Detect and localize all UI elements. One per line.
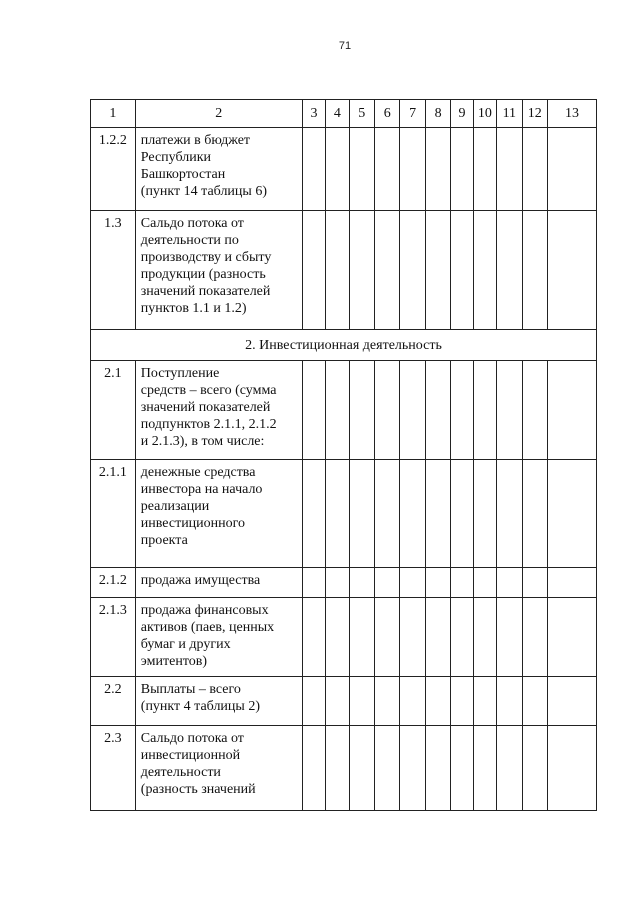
- empty-cell-col-9: [451, 677, 473, 726]
- header-cell-4: 4: [326, 100, 349, 128]
- header-cell-11: 11: [497, 100, 522, 128]
- description-line: продажа финансовых: [140, 603, 269, 618]
- row-description: [135, 460, 302, 568]
- table-row: [91, 211, 597, 330]
- empty-cell-col-3: [302, 460, 325, 568]
- description-line: инвестиционной: [140, 748, 241, 763]
- header-cell-10: 10: [473, 100, 496, 128]
- empty-cell-col-10: [473, 211, 496, 330]
- row-description: [135, 568, 302, 598]
- empty-cell-col-9: [451, 726, 473, 811]
- empty-cell-col-3: [302, 211, 325, 330]
- empty-cell-col-5: [349, 568, 374, 598]
- row-number: 1.2.2: [91, 128, 136, 211]
- empty-cell-col-5: [349, 211, 374, 330]
- empty-cell-col-10: [473, 361, 496, 460]
- empty-cell-col-6: [375, 211, 400, 330]
- empty-cell-col-13: [547, 568, 596, 598]
- empty-cell-col-9: [451, 568, 473, 598]
- header-cell-6: 6: [375, 100, 400, 128]
- empty-cell-col-13: [547, 598, 596, 677]
- empty-cell-col-7: [400, 211, 425, 330]
- empty-cell-col-7: [400, 677, 425, 726]
- empty-cell-col-7: [400, 460, 425, 568]
- empty-cell-col-13: [547, 211, 596, 330]
- empty-cell-col-3: [302, 726, 325, 811]
- description-line: продукции (разность: [140, 267, 266, 282]
- empty-cell-col-8: [425, 568, 450, 598]
- description-line: активов (паев, ценных: [140, 620, 275, 635]
- table-row: [91, 598, 597, 677]
- description-line: эмитентов): [140, 654, 208, 669]
- empty-cell-col-3: [302, 598, 325, 677]
- data-table: [90, 99, 597, 811]
- table-row: [91, 361, 597, 460]
- description-line: денежные средства: [140, 465, 256, 480]
- empty-cell-col-11: [497, 598, 522, 677]
- empty-cell-col-6: [375, 568, 400, 598]
- empty-cell-col-11: [497, 211, 522, 330]
- header-cell-2: 2: [135, 100, 302, 128]
- row-number: 2.1: [91, 361, 136, 460]
- empty-cell-col-10: [473, 677, 496, 726]
- empty-cell-col-7: [400, 128, 425, 211]
- description-line: производству и сбыту: [140, 250, 272, 265]
- empty-cell-col-11: [497, 361, 522, 460]
- header-cell-13: 13: [547, 100, 596, 128]
- row-number: 2.1.2: [91, 568, 136, 598]
- description-line: подпунктов 2.1.1, 2.1.2: [140, 417, 277, 432]
- empty-cell-col-10: [473, 568, 496, 598]
- empty-cell-col-3: [302, 361, 325, 460]
- table-row: [91, 128, 597, 211]
- header-cell-3: 3: [302, 100, 325, 128]
- row-description: [135, 361, 302, 460]
- empty-cell-col-7: [400, 361, 425, 460]
- empty-cell-col-6: [375, 598, 400, 677]
- row-description: [135, 128, 302, 211]
- description-line: Сальдо потока от: [140, 216, 244, 231]
- empty-cell-col-5: [349, 460, 374, 568]
- empty-cell-col-13: [547, 361, 596, 460]
- empty-cell-col-8: [425, 211, 450, 330]
- empty-cell-col-13: [547, 726, 596, 811]
- empty-cell-col-4: [326, 726, 349, 811]
- empty-cell-col-10: [473, 128, 496, 211]
- description-line: пунктов 1.1 и 1.2): [140, 301, 247, 316]
- empty-cell-col-8: [425, 361, 450, 460]
- empty-cell-col-9: [451, 128, 473, 211]
- empty-cell-col-12: [522, 677, 547, 726]
- table-header-row: [91, 100, 597, 128]
- empty-cell-col-12: [522, 211, 547, 330]
- empty-cell-col-5: [349, 128, 374, 211]
- empty-cell-col-12: [522, 726, 547, 811]
- empty-cell-col-11: [497, 460, 522, 568]
- empty-cell-col-4: [326, 361, 349, 460]
- empty-cell-col-13: [547, 460, 596, 568]
- description-line: значений показателей: [140, 284, 271, 299]
- empty-cell-col-12: [522, 460, 547, 568]
- empty-cell-col-7: [400, 726, 425, 811]
- empty-cell-col-3: [302, 128, 325, 211]
- empty-cell-col-9: [451, 598, 473, 677]
- description-line: (пункт 14 таблицы 6): [140, 184, 267, 199]
- table-row: [91, 460, 597, 568]
- empty-cell-col-8: [425, 726, 450, 811]
- empty-cell-col-10: [473, 726, 496, 811]
- row-description: [135, 211, 302, 330]
- empty-cell-col-4: [326, 211, 349, 330]
- header-cell-8: 8: [425, 100, 450, 128]
- description-line: деятельности по: [140, 233, 239, 248]
- description-line: Поступление: [140, 366, 220, 381]
- empty-cell-col-12: [522, 361, 547, 460]
- empty-cell-col-6: [375, 726, 400, 811]
- header-cell-1: 1: [91, 100, 136, 128]
- description-line: продажа имущества: [140, 573, 261, 588]
- row-number: 2.1.3: [91, 598, 136, 677]
- empty-cell-col-5: [349, 598, 374, 677]
- description-line: Башкортостан: [140, 167, 226, 182]
- empty-cell-col-10: [473, 598, 496, 677]
- empty-cell-col-13: [547, 677, 596, 726]
- description-line: Республики: [140, 150, 212, 165]
- row-number: 1.3: [91, 211, 136, 330]
- section-header-row: [91, 330, 597, 361]
- header-cell-5: 5: [349, 100, 374, 128]
- empty-cell-col-4: [326, 128, 349, 211]
- empty-cell-col-5: [349, 361, 374, 460]
- description-line: инвестора на начало: [140, 482, 263, 497]
- header-cell-7: 7: [400, 100, 425, 128]
- empty-cell-col-4: [326, 460, 349, 568]
- empty-cell-col-12: [522, 598, 547, 677]
- empty-cell-col-7: [400, 568, 425, 598]
- section-title: 2. Инвестиционная деятельность: [91, 330, 597, 361]
- description-line: Сальдо потока от: [140, 731, 244, 746]
- description-line: платежи в бюджет: [140, 133, 251, 148]
- empty-cell-col-11: [497, 568, 522, 598]
- table-row: [91, 726, 597, 811]
- empty-cell-col-7: [400, 598, 425, 677]
- empty-cell-col-11: [497, 128, 522, 211]
- empty-cell-col-9: [451, 460, 473, 568]
- empty-cell-col-11: [497, 677, 522, 726]
- empty-cell-col-11: [497, 726, 522, 811]
- empty-cell-col-8: [425, 460, 450, 568]
- row-number: 2.1.1: [91, 460, 136, 568]
- empty-cell-col-8: [425, 677, 450, 726]
- description-line: бумаг и других: [140, 637, 231, 652]
- empty-cell-col-5: [349, 677, 374, 726]
- empty-cell-col-6: [375, 460, 400, 568]
- empty-cell-col-4: [326, 598, 349, 677]
- row-number: 2.3: [91, 726, 136, 811]
- description-line: значений показателей: [140, 400, 271, 415]
- description-line: средств – всего (сумма: [140, 383, 277, 398]
- empty-cell-col-8: [425, 128, 450, 211]
- description-line: (пункт 4 таблицы 2): [140, 699, 260, 714]
- header-cell-12: 12: [522, 100, 547, 128]
- empty-cell-col-8: [425, 598, 450, 677]
- empty-cell-col-6: [375, 677, 400, 726]
- description-line: и 2.1.3), в том числе:: [140, 434, 265, 449]
- description-line: деятельности: [140, 765, 221, 780]
- description-line: Выплаты – всего: [140, 682, 241, 697]
- empty-cell-col-4: [326, 568, 349, 598]
- header-cell-9: 9: [451, 100, 473, 128]
- empty-cell-col-13: [547, 128, 596, 211]
- row-number: 2.2: [91, 677, 136, 726]
- description-line: реализации: [140, 499, 210, 514]
- row-description: [135, 598, 302, 677]
- empty-cell-col-3: [302, 677, 325, 726]
- empty-cell-col-6: [375, 128, 400, 211]
- empty-cell-col-10: [473, 460, 496, 568]
- empty-cell-col-6: [375, 361, 400, 460]
- description-line: инвестиционного: [140, 516, 246, 531]
- empty-cell-col-4: [326, 677, 349, 726]
- description-line: проекта: [140, 533, 188, 548]
- empty-cell-col-5: [349, 726, 374, 811]
- description-line: (разность значений: [140, 782, 256, 797]
- empty-cell-col-9: [451, 211, 473, 330]
- table-row: [91, 568, 597, 598]
- table-row: [91, 677, 597, 726]
- empty-cell-col-12: [522, 568, 547, 598]
- row-description: [135, 726, 302, 811]
- table-body: [91, 100, 597, 811]
- empty-cell-col-12: [522, 128, 547, 211]
- page-number: 71: [338, 40, 352, 52]
- empty-cell-col-9: [451, 361, 473, 460]
- empty-cell-col-3: [302, 568, 325, 598]
- row-description: [135, 677, 302, 726]
